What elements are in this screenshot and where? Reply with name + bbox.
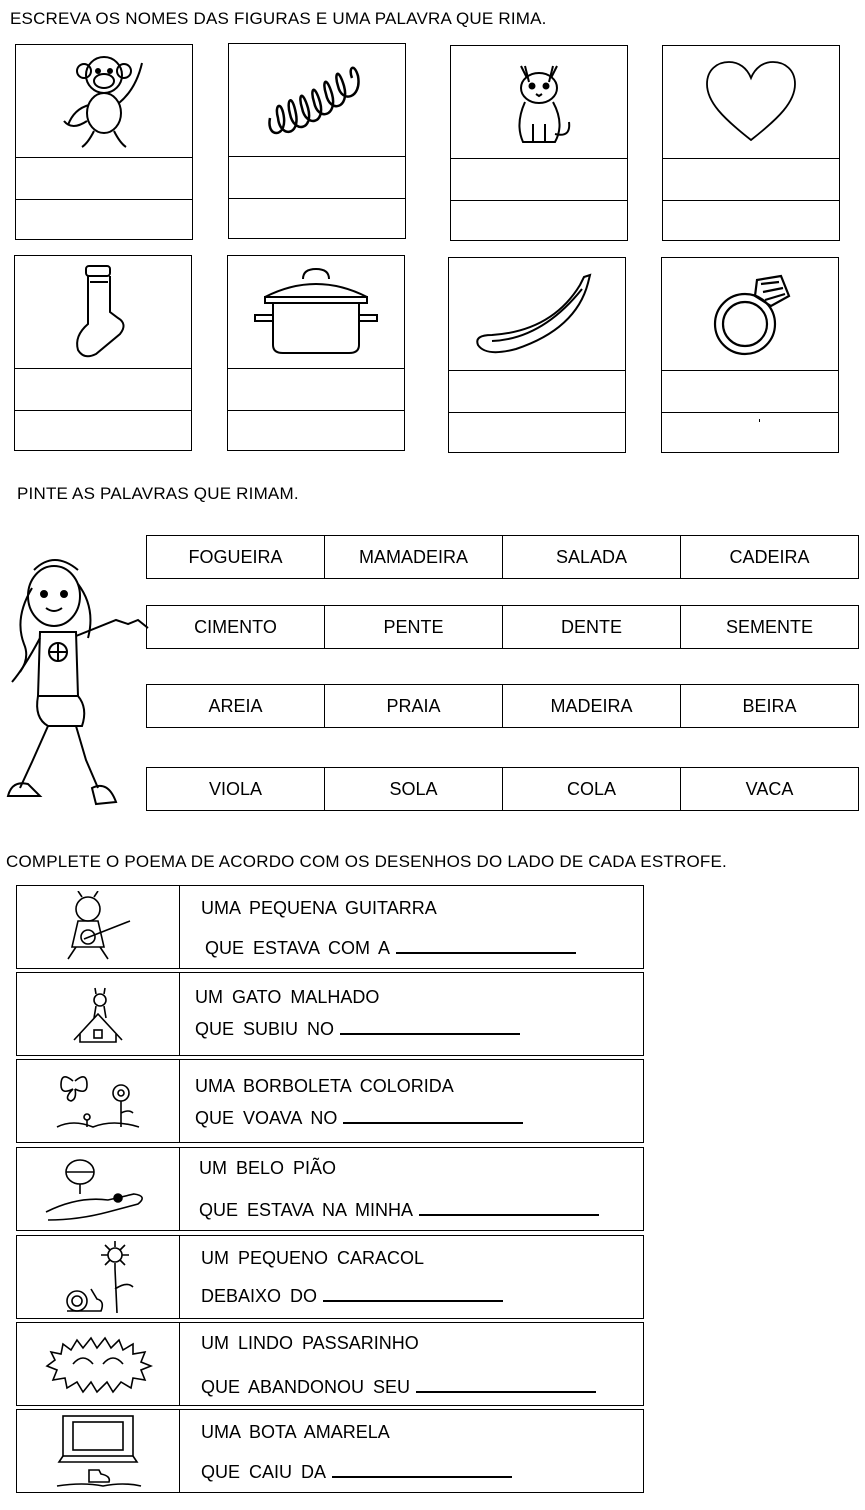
rhyme-word[interactable]: AREIA [147,685,325,727]
picture-card-cat [450,45,628,241]
window-boot-icon [17,1410,180,1492]
answer-blank[interactable] [323,1286,503,1302]
rhyme-word[interactable]: MADEIRA [503,685,681,727]
rhyme-word[interactable]: CADEIRA [729,546,810,567]
picture-card-monkey [15,44,193,240]
answer-blank[interactable] [396,938,576,954]
stanza-line: UMA BOTA AMARELA [201,1422,390,1442]
stanza-7 [16,1409,644,1493]
rhyme-row-3 [146,684,859,728]
spring-icon [229,44,405,157]
answer-blank[interactable] [419,1200,599,1216]
picture-card-pot [227,255,405,451]
stanza-line: DEBAIXO DO [201,1286,318,1306]
rhyme-word[interactable]: DENTE [503,606,681,648]
rhyme-word[interactable]: PRAIA [325,685,503,727]
stanza-2 [16,972,644,1056]
rhyme-word[interactable]: BEIRA [742,695,797,716]
stanza-line: UM GATO MALHADO [195,987,380,1007]
picture-card-banana [448,257,626,453]
picture-card-sock [14,255,192,451]
monkey-icon [16,45,192,158]
answer-blank[interactable] [343,1108,523,1124]
nest-icon [17,1323,180,1405]
section1-title: ESCREVA OS NOMES DAS FIGURAS E UMA PALAVRA QUE RIMA. [10,9,547,28]
pot-icon [228,256,404,369]
heart-icon [663,46,839,159]
rhyme-word[interactable]: MAMADEIRA [325,536,503,578]
answer-blank[interactable] [340,1019,520,1035]
section2-title: PINTE AS PALAVRAS QUE RIMAM. [17,484,299,503]
girl-illustration [4,548,152,810]
rhyme-word[interactable]: VACA [745,778,794,799]
rhyme-word[interactable]: SOLA [325,768,503,810]
rhyme-word[interactable]: SALADA [503,536,681,578]
stanza-line: QUE ABANDONOU SEU [201,1377,411,1397]
stanza-line: UMA BORBOLETA COLORIDA [195,1076,454,1096]
stanza-line: QUE ESTAVA COM A [205,938,391,958]
stanza-line: UM LINDO PASSARINHO [201,1333,419,1353]
rhyme-word[interactable]: SEMENTE [725,616,813,637]
ring-icon [662,258,838,371]
stanza-line: UM BELO PIÃO [199,1158,337,1178]
stanza-4 [16,1147,644,1231]
cat-on-roof-icon [17,973,180,1055]
stanza-line: QUE VOAVA NO [195,1108,338,1128]
stanza-line: QUE SUBIU NO [195,1019,335,1039]
rhyme-word[interactable]: PENTE [325,606,503,648]
rhyme-word[interactable]: VIOLA [147,768,325,810]
picture-card-heart [662,45,840,241]
butterfly-garden-icon [17,1060,180,1142]
rhyme-word[interactable]: CIMENTO [147,606,325,648]
rhyme-row-1 [146,535,859,579]
stanza-line: UM PEQUENO CARACOL [201,1248,425,1268]
picture-card-spring [228,43,406,239]
rhyme-row-2 [146,605,859,649]
spinning-top-hand-icon [17,1148,180,1230]
guitar-bug-icon [17,886,180,968]
banana-icon [449,258,625,371]
cat-icon [451,46,627,159]
stanza-1 [16,885,644,969]
picture-card-ring [661,257,839,453]
rhyme-row-4 [146,767,859,811]
stanza-3 [16,1059,644,1143]
section3-title: COMPLETE O POEMA DE ACORDO COM OS DESENHOS DO LADO DE CADA ESTROFE. [6,852,727,871]
stanza-line: QUE CAIU DA [201,1462,327,1482]
answer-blank[interactable] [332,1462,512,1478]
stanza-line: QUE ESTAVA NA MINHA [199,1200,414,1220]
stanza-5 [16,1235,644,1319]
sock-icon [15,256,191,369]
rhyme-word[interactable]: COLA [503,768,681,810]
snail-flower-icon [17,1236,180,1318]
rhyme-word[interactable]: FOGUEIRA [147,536,325,578]
stanza-6 [16,1322,644,1406]
stanza-line: UMA PEQUENA GUITARRA [201,898,437,918]
answer-blank[interactable] [416,1377,596,1393]
